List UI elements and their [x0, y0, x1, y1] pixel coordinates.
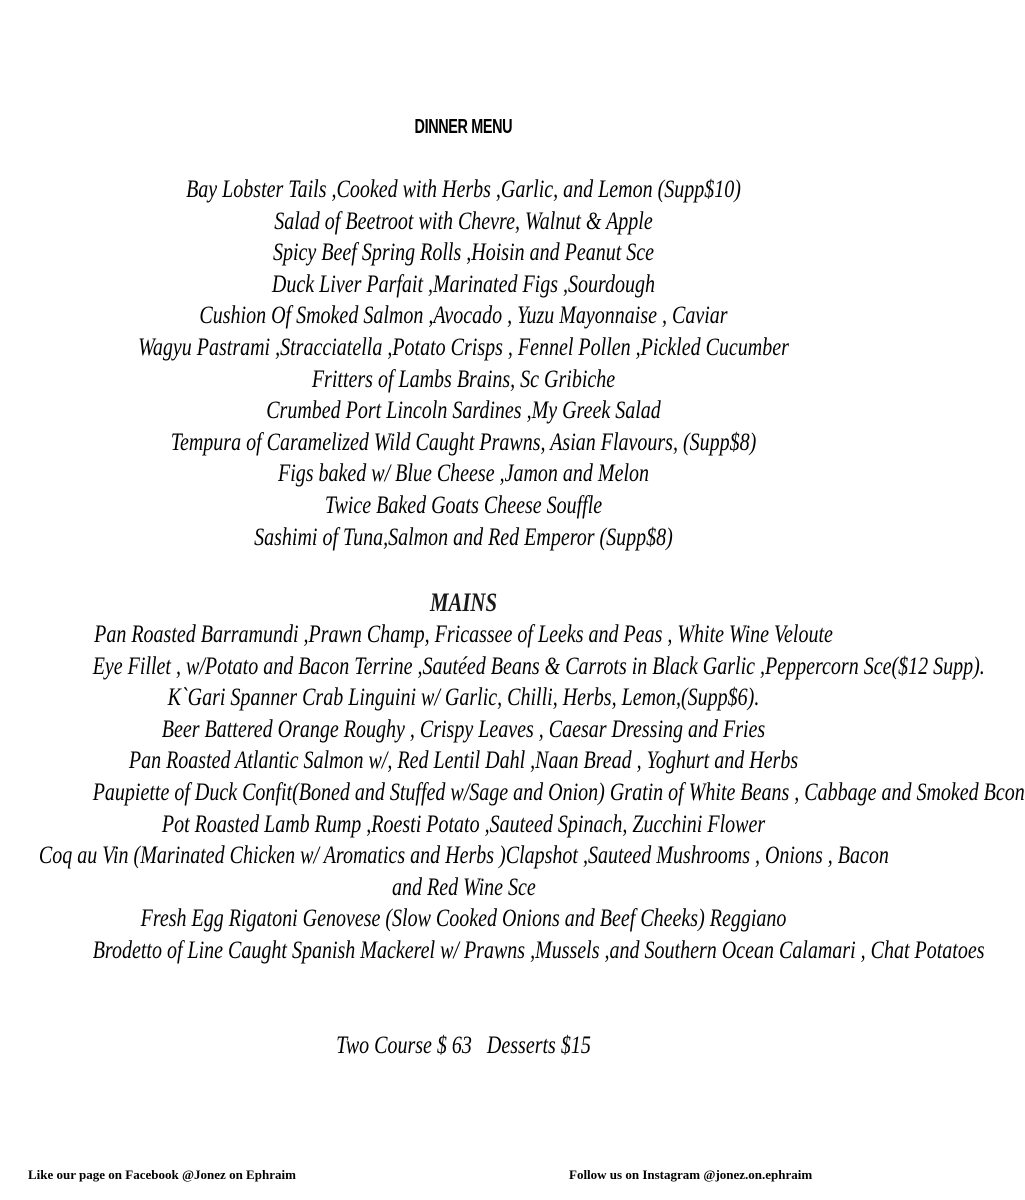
pricing-line: Two Course $ 63 Desserts $15: [336, 1032, 591, 1059]
facebook-footer: Like our page on Facebook @Jonez on Ephraim: [28, 1167, 296, 1182]
list-item: Duck Liver Parfait ,Marinated Figs ,Sourdough: [271, 270, 656, 298]
list-item: Wagyu Pastrami ,Stracciatella ,Potato Crisps , Fennel Pollen ,Pickled Cucumber: [138, 333, 789, 361]
list-item: Eye Fillet , w/Potato and Bacon Terrine ,Sautéed Beans & Carrots in Black Garlic ,Peppercorn Sce($12 Supp).: [92, 652, 985, 680]
list-item-text: Coq au Vin (Marinated Chicken w/ Aromatics and Herbs )Clapshot ,Sauteed Mushrooms , Onions , Bacon and Red Wine Sce: [38, 842, 889, 901]
list-item: Cushion Of Smoked Salmon ,Avocado , Yuzu Mayonnaise , Caviar: [199, 302, 728, 330]
list-item: Brodetto of Line Caught Spanish Mackerel w/ Prawns ,Mussels ,and Southern Ocean Calamari , Chat Potatoes: [92, 936, 985, 964]
list-item: Spicy Beef Spring Rolls ,Hoisin and Peanut Sce: [272, 239, 655, 267]
mains-heading: MAINS: [429, 588, 498, 617]
list-item: Sashimi of Tuna,Salmon and Red Emperor (Supp$8): [254, 523, 673, 551]
mains-list: [0, 619, 1025, 967]
list-item: Paupiette of Duck Confit(Boned and Stuffed w/Sage and Onion) Gratin of White Beans , Cabbage and Smoked Bcon: [92, 778, 1025, 806]
list-item: [38, 840, 889, 903]
list-item: Crumbed Port Lincoln Sardines ,My Greek Salad: [266, 397, 661, 425]
list-item: K`Gari Spanner Crab Linguini w/ Garlic, Chilli, Herbs, Lemon,(Supp$6).: [167, 684, 760, 712]
list-item: Salad of Beetroot with Chevre, Walnut & Apple: [274, 207, 653, 235]
instagram-footer: Follow us on Instagram @jonez.on.ephraim: [569, 1167, 813, 1182]
list-item: Pan Roasted Barramundi ,Prawn Champ, Fricassee of Leeks and Peas , White Wine Veloute: [94, 621, 833, 648]
list-item: Fresh Egg Rigatoni Genovese (Slow Cooked Onions and Beef Cheeks) Reggiano: [140, 905, 787, 933]
list-item: Beer Battered Orange Roughy , Crispy Leaves , Caesar Dressing and Fries: [161, 715, 766, 743]
list-item: Pot Roasted Lamb Rump ,Roesti Potato ,Sauteed Spinach, Zucchini Flower: [161, 810, 766, 838]
page-title: DINNER MENU: [414, 116, 513, 138]
list-item: Bay Lobster Tails ,Cooked with Herbs ,Garlic, and Lemon (Supp$10): [186, 176, 741, 203]
list-item: Twice Baked Goats Cheese Souffle: [324, 491, 603, 519]
entree-list: [0, 174, 927, 553]
list-item: Fritters of Lambs Brains, Sc Gribiche: [311, 365, 616, 393]
list-item: Tempura of Caramelized Wild Caught Prawns, Asian Flavours, (Supp$8): [170, 428, 757, 456]
list-item: Pan Roasted Atlantic Salmon w/, Red Lentil Dahl ,Naan Bread , Yoghurt and Herbs: [128, 747, 799, 775]
list-item: Figs baked w/ Blue Cheese ,Jamon and Melon: [277, 460, 650, 488]
